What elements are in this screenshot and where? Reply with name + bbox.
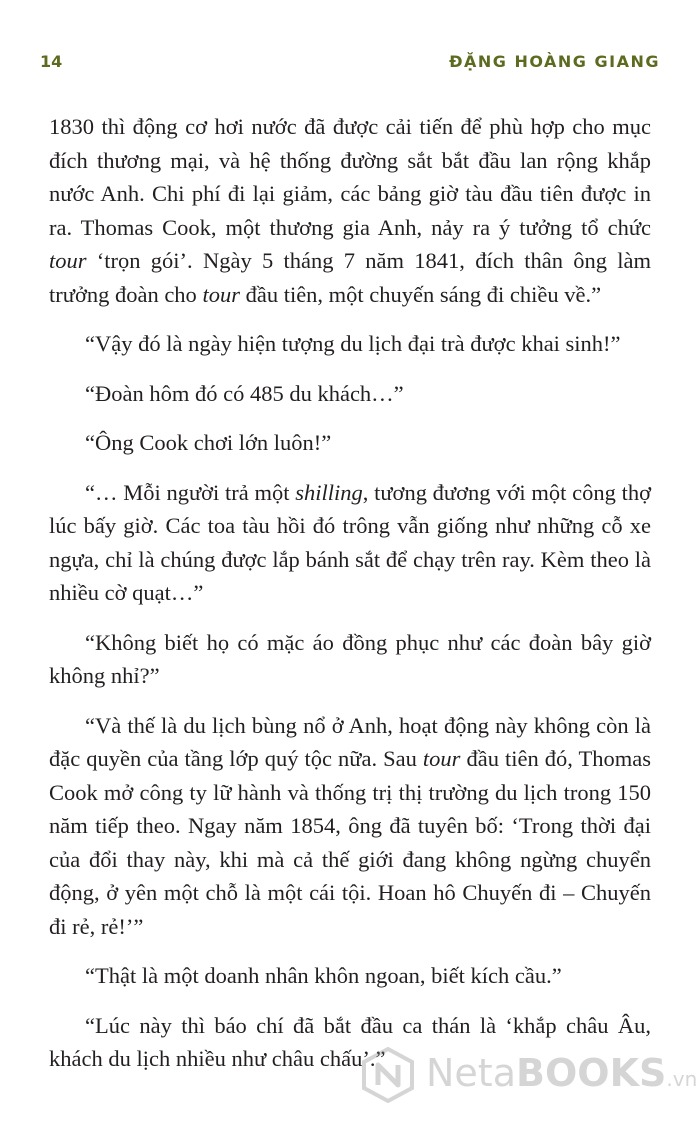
paragraph (49, 476, 651, 610)
watermark-text (426, 1051, 697, 1095)
text-run: “Đoàn hôm đó có 485 du khách…” (85, 380, 404, 406)
text-run: “Thật là một doanh nhân khôn ngoan, biết kích cầu.” (85, 963, 562, 988)
text-run: “Lúc này thì báo chí đã bắt đầu ca thán là ‘khắp châu Âu, khách du lịch nhiều như châu chấu’.” (49, 1012, 651, 1071)
running-head-author: ĐẶNG HOÀNG GIANG (449, 52, 660, 71)
paragraph (49, 327, 651, 361)
paragraph (49, 709, 651, 944)
text-run: “Và thế là du lịch bùng nổ ở Anh, hoạt động này không còn là đặc quyền của tầng lớp quý tộc nữa. Sau (49, 712, 651, 771)
italic-term: tour (202, 281, 240, 307)
text-run: “… Mỗi người trả một (85, 479, 296, 505)
text-run: “Vậy đó là ngày hiện tượng du lịch đại trà được khai sinh!” (85, 331, 621, 356)
text-run: đầu tiên, một chuyến sáng đi chiều về.” (239, 281, 602, 307)
paragraph (49, 377, 651, 411)
body-text (49, 110, 651, 1092)
watermark-light: Neta (426, 1051, 516, 1095)
page-number: 14 (40, 52, 63, 71)
paragraph (49, 426, 651, 460)
paragraph (49, 110, 651, 311)
text-run: , tương đương với một công thợ lúc bấy giờ. Các toa tàu hồi đó trông vẫn giống như những cỗ xe ngựa, chỉ là chúng được lắp bánh sắt để chạy trên ray. Kèm theo là nhiều cờ quạt…” (49, 479, 651, 605)
text-run: đầu tiên đó, Thomas Cook mở công ty lữ hành và thống trị thị trường du lịch trong 150 năm tiếp theo. Ngay năm 1854, ông đã tuyên bố: ‘Trong thời đại của đổi thay này, khi mà cả thế giới đang không ngừng chuyển động, ở yên một chỗ là một cái tội. Hoan hô Chuyến đi – Chuyến đi rẻ, rẻ!’” (49, 746, 651, 939)
italic-term: shilling (295, 479, 363, 505)
text-run: ‘trọn gói’. Ngày 5 tháng 7 năm 1841, đích thân ông làm trưởng đoàn cho (49, 248, 651, 307)
text-run: 1830 thì động cơ hơi nước đã được cải tiến để phù hợp cho mục đích thương mại, và hệ thống đường sắt bắt đầu lan rộng khắp nước Anh. Chi phí đi lại giảm, các bảng giờ tàu đầu tiên được in ra. Thomas Cook, một thương gia Anh, nảy ra ý tưởng tổ chức (49, 114, 651, 240)
page-header (40, 48, 660, 76)
text-run: “Không biết họ có mặc áo đồng phục như các đoàn bây giờ không nhỉ?” (49, 629, 651, 688)
italic-term: tour (422, 746, 461, 771)
paragraph (49, 626, 651, 693)
watermark-suffix: .vn (666, 1067, 698, 1091)
netabooks-logo-icon (360, 1047, 416, 1103)
text-run: “Ông Cook chơi lớn luôn!” (85, 430, 332, 455)
watermark-bold: BOOKS (516, 1051, 667, 1095)
paragraph (49, 959, 651, 993)
italic-term: tour (49, 248, 87, 273)
watermark (360, 1045, 698, 1105)
